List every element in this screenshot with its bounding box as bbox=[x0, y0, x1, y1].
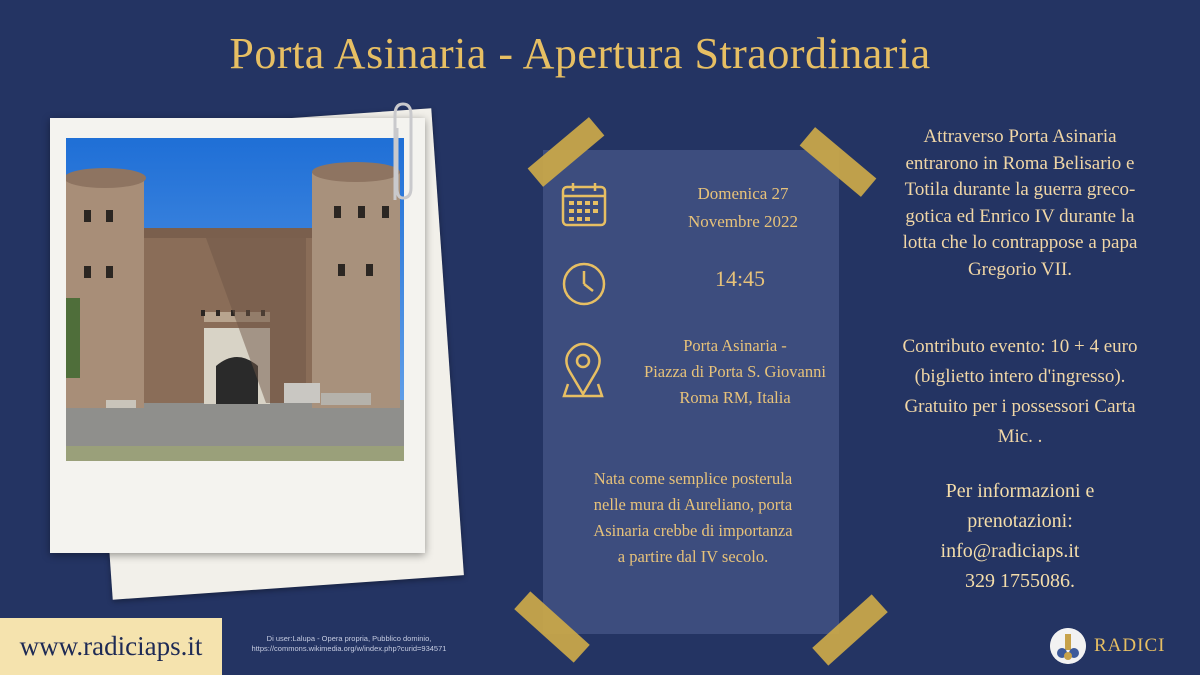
history-text bbox=[855, 124, 1185, 283]
event-date-line2: Novembre 2022 bbox=[687, 212, 798, 231]
history-line: Totila durante la guerra greco- bbox=[904, 179, 1136, 200]
description-line: nelle mura di Aureliano, porta bbox=[593, 495, 793, 514]
event-location-line2: Piazza di Porta S. Giovanni bbox=[644, 362, 826, 381]
event-location-line3: Roma RM, Italia bbox=[679, 388, 791, 407]
contact-line2: prenotazioni: bbox=[967, 510, 1073, 532]
calendar-icon bbox=[560, 180, 608, 228]
event-date bbox=[643, 180, 843, 236]
history-line: Attraverso Porta Asinaria bbox=[923, 126, 1117, 147]
contact-phone[interactable]: 329 1755086. bbox=[965, 570, 1075, 592]
location-pin-icon bbox=[562, 342, 604, 398]
contribution-line: (biglietto intero d'ingresso). bbox=[914, 366, 1126, 387]
paperclip-icon bbox=[385, 100, 415, 210]
event-location-line1: Porta Asinaria - bbox=[683, 336, 787, 355]
event-description bbox=[548, 466, 838, 570]
description-line: Nata come semplice posterula bbox=[593, 469, 793, 488]
porta-asinaria-photo bbox=[66, 138, 404, 461]
event-location bbox=[605, 333, 865, 411]
description-line: Asinaria crebbe di importanza bbox=[593, 521, 793, 540]
brand-name: RADICI bbox=[1094, 635, 1166, 656]
contribution-line: Gratuito per i possessori Carta bbox=[904, 396, 1136, 417]
event-time: 14:45 bbox=[714, 266, 766, 291]
polaroid-photo bbox=[50, 118, 425, 553]
brand bbox=[1050, 628, 1165, 664]
history-line: Gregorio VII. bbox=[967, 258, 1073, 280]
history-line: entrarono in Roma Belisario e bbox=[905, 152, 1135, 174]
event-date-line1: Domenica 27 bbox=[697, 184, 789, 203]
history-line: lotta che lo contrappose a papa bbox=[902, 232, 1138, 253]
credit-line1: Di user:Lalupa - Opera propria, Pubblico dominio, bbox=[266, 634, 432, 643]
contact-email[interactable]: info@radiciaps.it bbox=[940, 540, 1080, 562]
website-link[interactable]: www.radiciaps.it bbox=[0, 618, 222, 675]
contribution-line: Mic. . bbox=[997, 426, 1043, 447]
contribution-text bbox=[855, 332, 1185, 452]
photo-credit bbox=[238, 634, 460, 654]
history-line: gotica ed Enrico IV durante la bbox=[905, 205, 1135, 227]
page-title: Porta Asinaria - Apertura Straordinaria bbox=[229, 29, 931, 78]
clock-icon bbox=[560, 260, 608, 308]
contact-info bbox=[855, 476, 1185, 596]
radici-logo bbox=[1050, 628, 1086, 664]
contact-line1: Per informazioni e bbox=[945, 480, 1095, 502]
description-line: a partire dal IV secolo. bbox=[617, 547, 769, 566]
contribution-line: Contributo evento: 10 + 4 euro bbox=[902, 336, 1138, 357]
credit-line2[interactable]: https://commons.wikimedia.org/w/index.php?curid=934571 bbox=[251, 644, 447, 653]
